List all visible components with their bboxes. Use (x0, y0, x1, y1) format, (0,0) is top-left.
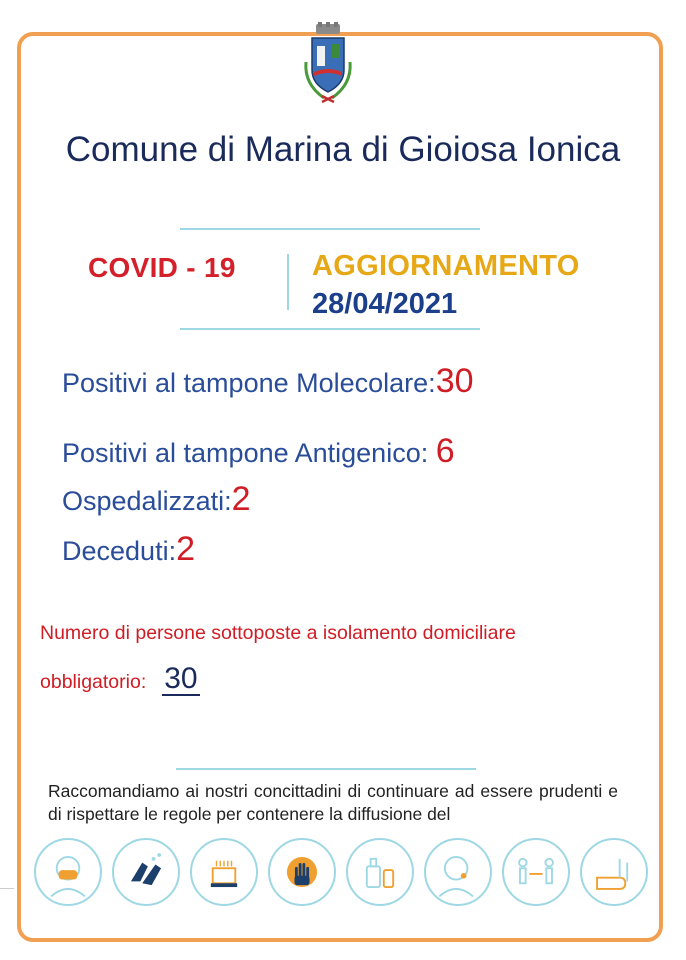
hand-sanitizer-station-icon (190, 838, 258, 906)
sanitizer-bottles-icon (346, 838, 414, 906)
hand-wash-icon (112, 838, 180, 906)
stat-antigenic (62, 432, 455, 471)
divider-advice (176, 768, 476, 770)
stop-hand-icon (268, 838, 336, 906)
covid-label: COVID - 19 (88, 252, 236, 283)
municipality-title: Comune di Marina di Gioiosa Ionica (65, 130, 621, 169)
advice-text: Raccomandiamo ai nostri concittadini di continuare ad essere prudenti e di rispettare le regole per contenere la diffusione del (48, 781, 618, 824)
title-container (40, 128, 646, 202)
stat-value: 2 (176, 530, 195, 568)
banner-separator (287, 254, 289, 310)
no-touch-face-icon (424, 838, 492, 906)
divider-top (180, 228, 480, 230)
safety-icons-row (34, 838, 654, 910)
isolation-text: Numero di persone sottoposte a isolamento domiciliare (40, 622, 516, 644)
left-edge-line (0, 888, 14, 889)
municipal-crest-icon (298, 22, 358, 108)
isolation-label: obbligatorio: (40, 671, 147, 693)
stat-label: Deceduti: (62, 536, 177, 566)
stat-label: Positivi al tampone Antigenico: (62, 438, 436, 468)
stat-deceased (62, 530, 195, 569)
divider-bottom (180, 328, 480, 330)
stat-label: Ospedalizzati: (62, 486, 232, 516)
isolation-value: 30 (164, 662, 198, 695)
stat-value: 6 (435, 432, 455, 470)
stat-label: Positivi al tampone Molecolare: (62, 368, 436, 398)
mask-icon (34, 838, 102, 906)
update-date: 28/04/2021 (312, 288, 458, 320)
stat-molecular (62, 362, 474, 401)
stat-value: 2 (231, 480, 251, 518)
gloves-icon (580, 838, 648, 906)
update-label: AGGIORNAMENTO (312, 250, 580, 282)
isolation-line (40, 664, 200, 696)
social-distance-icon (502, 838, 570, 906)
stat-value: 30 (435, 362, 474, 400)
stat-hospitalized (62, 480, 251, 519)
